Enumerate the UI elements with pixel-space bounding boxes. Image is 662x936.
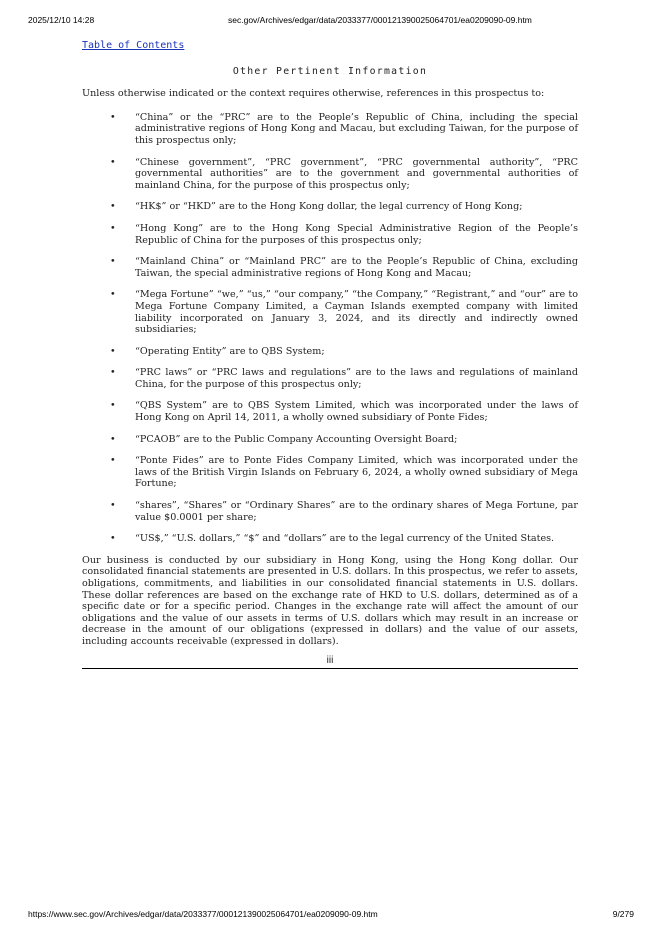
print-page-count: 9/279 (612, 909, 634, 919)
list-item (82, 455, 578, 490)
definition-text: “QBS System” are to QBS System Limited, which was incorporated under the laws of Hong Kong on April 14, 2011, a wholly owned subsidiary of Ponte Fides; (135, 400, 578, 424)
definition-text: “Chinese government”, “PRC government”, “PRC governmental authority”, “PRC governmental authorities” are to the government and governmental authorities of mainland China, for the purpose of this prospectus only; (135, 156, 578, 191)
document-page (82, 38, 578, 669)
print-footer-url: https://www.sec.gov/Archives/edgar/data/2033377/000121390025064701/ea0209090-09.htm (28, 909, 378, 919)
definition-text: “shares”, “Shares” or “Ordinary Shares” are to the ordinary shares of Mega Fortune, par value $0.0001 per share; (135, 500, 578, 523)
definition-text: “China” or the “PRC” are to the People’s Republic of China, including the special administrative regions of Hong Kong and Macau, but excluding Taiwan, for the purpose of this prospectus only; (135, 111, 578, 146)
list-item (82, 400, 578, 423)
definition-text: “Mega Fortune” “we,” “us,” “our company,” “the Company,” “Registrant,” and “our” are to Mega Fortune Company Limited, a Cayman Islands exempted company with limited liability incorporated on January 3, 2024, and its directly and indirectly owned subsidiaries; (135, 289, 578, 336)
list-item (82, 500, 578, 523)
bullet-icon: • (110, 201, 116, 213)
definition-text: “Operating Entity” are to QBS System; (135, 345, 325, 357)
definition-text: “Ponte Fides” are to Ponte Fides Company Limited, which was incorporated under the laws of the British Virgin Islands on February 6, 2024, a wholly owned subsidiary of Mega Fortune; (135, 455, 578, 490)
list-item (82, 346, 578, 358)
bullet-icon: • (110, 289, 116, 301)
definition-text: “PRC laws” or “PRC laws and regulations” are to the laws and regulations of mainland China, for the purpose of this prospectus only; (135, 367, 578, 390)
bullet-icon: • (110, 455, 116, 467)
currency-paragraph: Our business is conducted by our subsidiary in Hong Kong, using the Hong Kong dollar. Our consolidated financial statements are presented in U.S. dollars. In this prospectus, we refer to assets, obligations, commitments, and liabilities in our consolidated financial statements in U.S. dollars. These dollar references are based on the exchange rate of HKD to U.S. dollars, determined as of a specific date or for a specific period. Changes in the exchange rate will affect the amount of our obligations and the value of our assets in terms of U.S. dollars which may result in an increase or decrease in the amount of our obligations (expressed in dollars) and the value of our assets, including accounts receivable (expressed in dollars). (82, 554, 578, 647)
page-number: iii (326, 654, 334, 666)
bullet-icon: • (110, 111, 116, 123)
list-item (82, 256, 578, 279)
print-datetime: 2025/12/10 14:28 (28, 15, 95, 25)
bullet-icon: • (110, 345, 116, 357)
definition-text: “HK$” or “HKD” are to the Hong Kong dollar, the legal currency of Hong Kong; (135, 201, 523, 213)
definitions-list (82, 112, 578, 545)
definition-text: “PCAOB” are to the Public Company Accounting Oversight Board; (135, 433, 458, 445)
print-header-url: sec.gov/Archives/edgar/data/2033377/000121390025064701/ea0209090-09.htm (228, 15, 532, 25)
table-of-contents-link[interactable]: Table of Contents (82, 40, 185, 51)
page-divider (82, 668, 578, 669)
list-item (82, 434, 578, 446)
list-item (82, 201, 578, 213)
bullet-icon: • (110, 367, 116, 379)
list-item (82, 223, 578, 246)
definition-text: “Hong Kong” are to the Hong Kong Special Administrative Region of the People’s Republic of China for the purposes of this prospectus only; (135, 222, 578, 246)
list-item (82, 112, 578, 147)
bullet-icon: • (110, 400, 116, 412)
intro-paragraph: Unless otherwise indicated or the context requires otherwise, references in this prospectus to: (82, 88, 545, 100)
section-title: Other Pertinent Information (232, 65, 428, 77)
bullet-icon: • (110, 533, 116, 545)
bullet-icon: • (110, 256, 116, 268)
bullet-icon: • (110, 500, 116, 512)
list-item (82, 367, 578, 390)
definition-text: “US$,” “U.S. dollars,” “$” and “dollars” are to the legal currency of the United States. (135, 533, 555, 545)
list-item (82, 533, 578, 545)
list-item (82, 289, 578, 335)
definition-text: “Mainland China” or “Mainland PRC” are to the People’s Republic of China, excluding Taiwan, the special administrative regions of Hong Kong and Macau; (135, 256, 578, 279)
bullet-icon: • (110, 222, 116, 234)
list-item (82, 157, 578, 192)
bullet-icon: • (110, 433, 116, 445)
bullet-icon: • (110, 156, 116, 168)
